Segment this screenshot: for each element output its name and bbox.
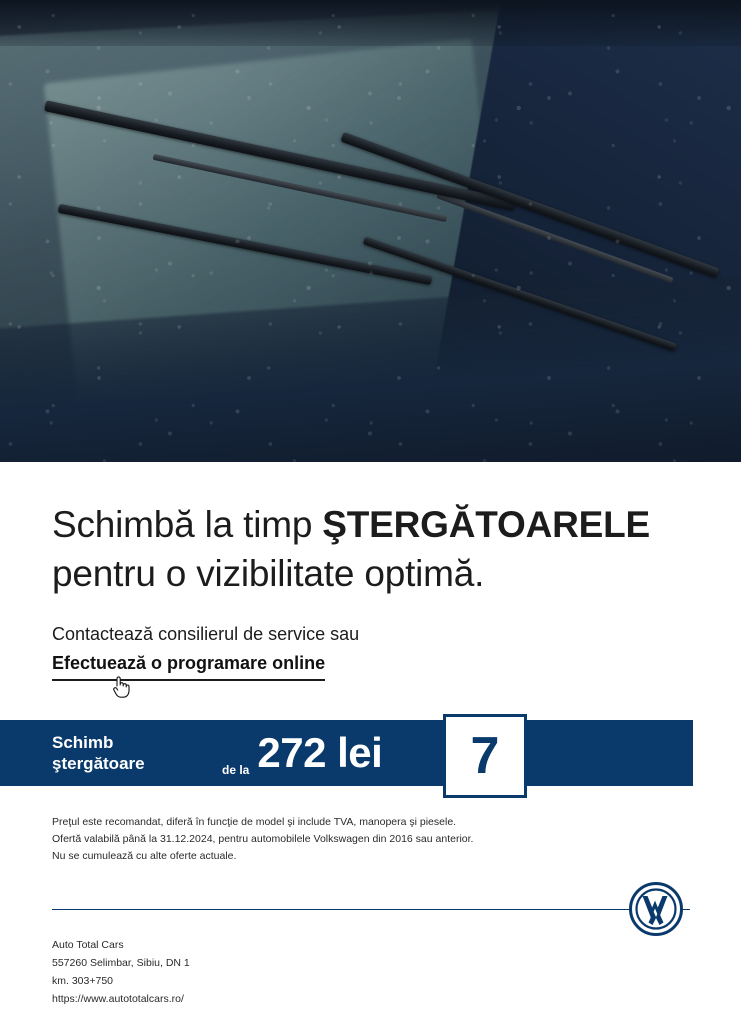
rain-droplets-overlay: [0, 0, 741, 462]
headline-line2: pentru o vizibilitate optimă.: [52, 553, 485, 595]
dealer-address: 557260 Selimbar, Sibiu, DN 1: [52, 957, 190, 970]
online-booking-link[interactable]: Efectuează o programare online: [52, 653, 325, 681]
price-from-label: de la: [222, 763, 250, 777]
price-label-line2: ştergătoare: [52, 754, 145, 773]
headline-line1-strong: ŞTERGĂTOARELE: [322, 504, 650, 545]
legal-line-2: Ofertă valabilă până la 31.12.2024, pentru automobilele Volkswagen din 2016 sau anterior.: [52, 833, 474, 845]
price-service-label: [0, 732, 222, 775]
price-bar: [0, 720, 693, 786]
legal-line-1: Preţul este recomandat, diferă în funcţie de model şi include TVA, manopera şi piesele.: [52, 816, 457, 828]
dealer-km: km. 303+750: [52, 975, 114, 988]
dealer-website[interactable]: https://www.autototalcars.ro/: [52, 993, 184, 1006]
page-title: [0, 462, 741, 598]
cta-subline: Contactează consilierul de service sau: [52, 624, 360, 645]
dealer-name: Auto Total Cars: [52, 939, 124, 951]
seven-plus-badge: [443, 714, 544, 798]
headline-line1-prefix: Schimbă la timp: [52, 504, 323, 545]
price-label-line1: Schimb: [52, 732, 114, 752]
cta-container: [0, 645, 412, 681]
dealer-info: [52, 936, 190, 1008]
hero-image: [0, 0, 741, 462]
content-area: [0, 462, 741, 1006]
badge-number: 7: [470, 727, 500, 785]
price-amount: 272 lei: [257, 729, 383, 776]
hand-pointer-icon: [110, 673, 132, 699]
badge-plus-sign: +: [526, 719, 544, 752]
legal-disclaimer: [52, 814, 672, 865]
volkswagen-logo-icon: [628, 881, 684, 937]
footer-divider: [52, 909, 690, 910]
legal-line-3: Nu se cumulează cu alte oferte actuale.: [52, 850, 237, 862]
